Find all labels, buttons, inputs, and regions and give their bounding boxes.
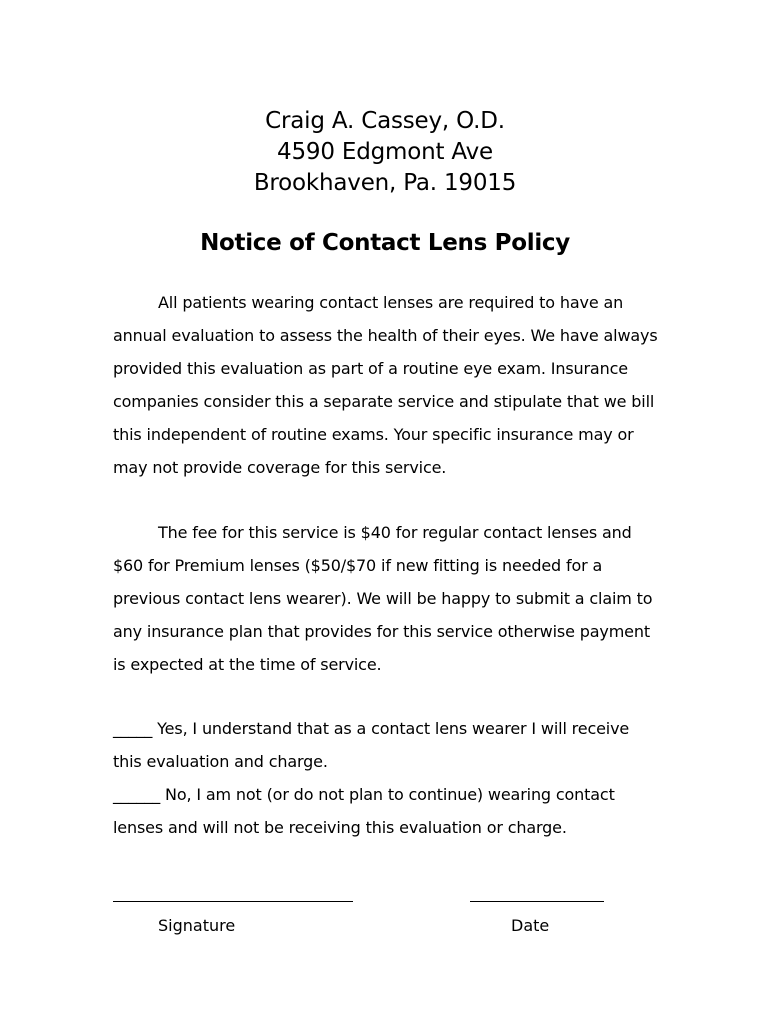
paragraph2-line: The fee for this service is $40 for regular contact lenses and [158, 523, 632, 542]
paragraph1-line: this independent of routine exams. Your specific insurance may or [113, 425, 634, 444]
paragraph2-line: previous contact lens wearer). We will be happy to submit a claim to [113, 589, 653, 608]
letterhead [0, 106, 770, 199]
paragraph2-line: is expected at the time of service. [113, 655, 382, 674]
paragraph1-line: companies consider this a separate service and stipulate that we bill [113, 392, 655, 411]
street-address: 4590 Edgmont Ave [277, 139, 493, 165]
doctor-name: Craig A. Cassey, O.D. [265, 108, 505, 134]
signature-label: Signature [158, 916, 236, 935]
paragraph2-line: $60 for Premium lenses ($50/$70 if new fitting is needed for a [113, 556, 603, 575]
signature-line [113, 901, 353, 902]
paragraph2-line: any insurance plan that provides for this service otherwise payment [113, 622, 650, 641]
city-state-zip: Brookhaven, Pa. 19015 [253, 170, 517, 196]
date-line [470, 901, 604, 902]
document-title: Notice of Contact Lens Policy [200, 230, 570, 256]
date-label: Date [511, 916, 550, 935]
paragraph1-line: All patients wearing contact lenses are required to have an [158, 293, 624, 312]
no-option-line: ______ No, I am not (or do not plan to continue) wearing contact [113, 785, 615, 804]
paragraph1-line: may not provide coverage for this service. [113, 458, 447, 477]
no-option-line: lenses and will not be receiving this evaluation or charge. [113, 818, 567, 837]
yes-option-line: _____ Yes, I understand that as a contact lens wearer I will receive [113, 719, 630, 738]
paragraph1-line: annual evaluation to assess the health of their eyes. We have always [113, 326, 658, 345]
yes-option-line: this evaluation and charge. [113, 752, 328, 771]
paragraph1-line: provided this evaluation as part of a routine eye exam. Insurance [113, 359, 628, 378]
